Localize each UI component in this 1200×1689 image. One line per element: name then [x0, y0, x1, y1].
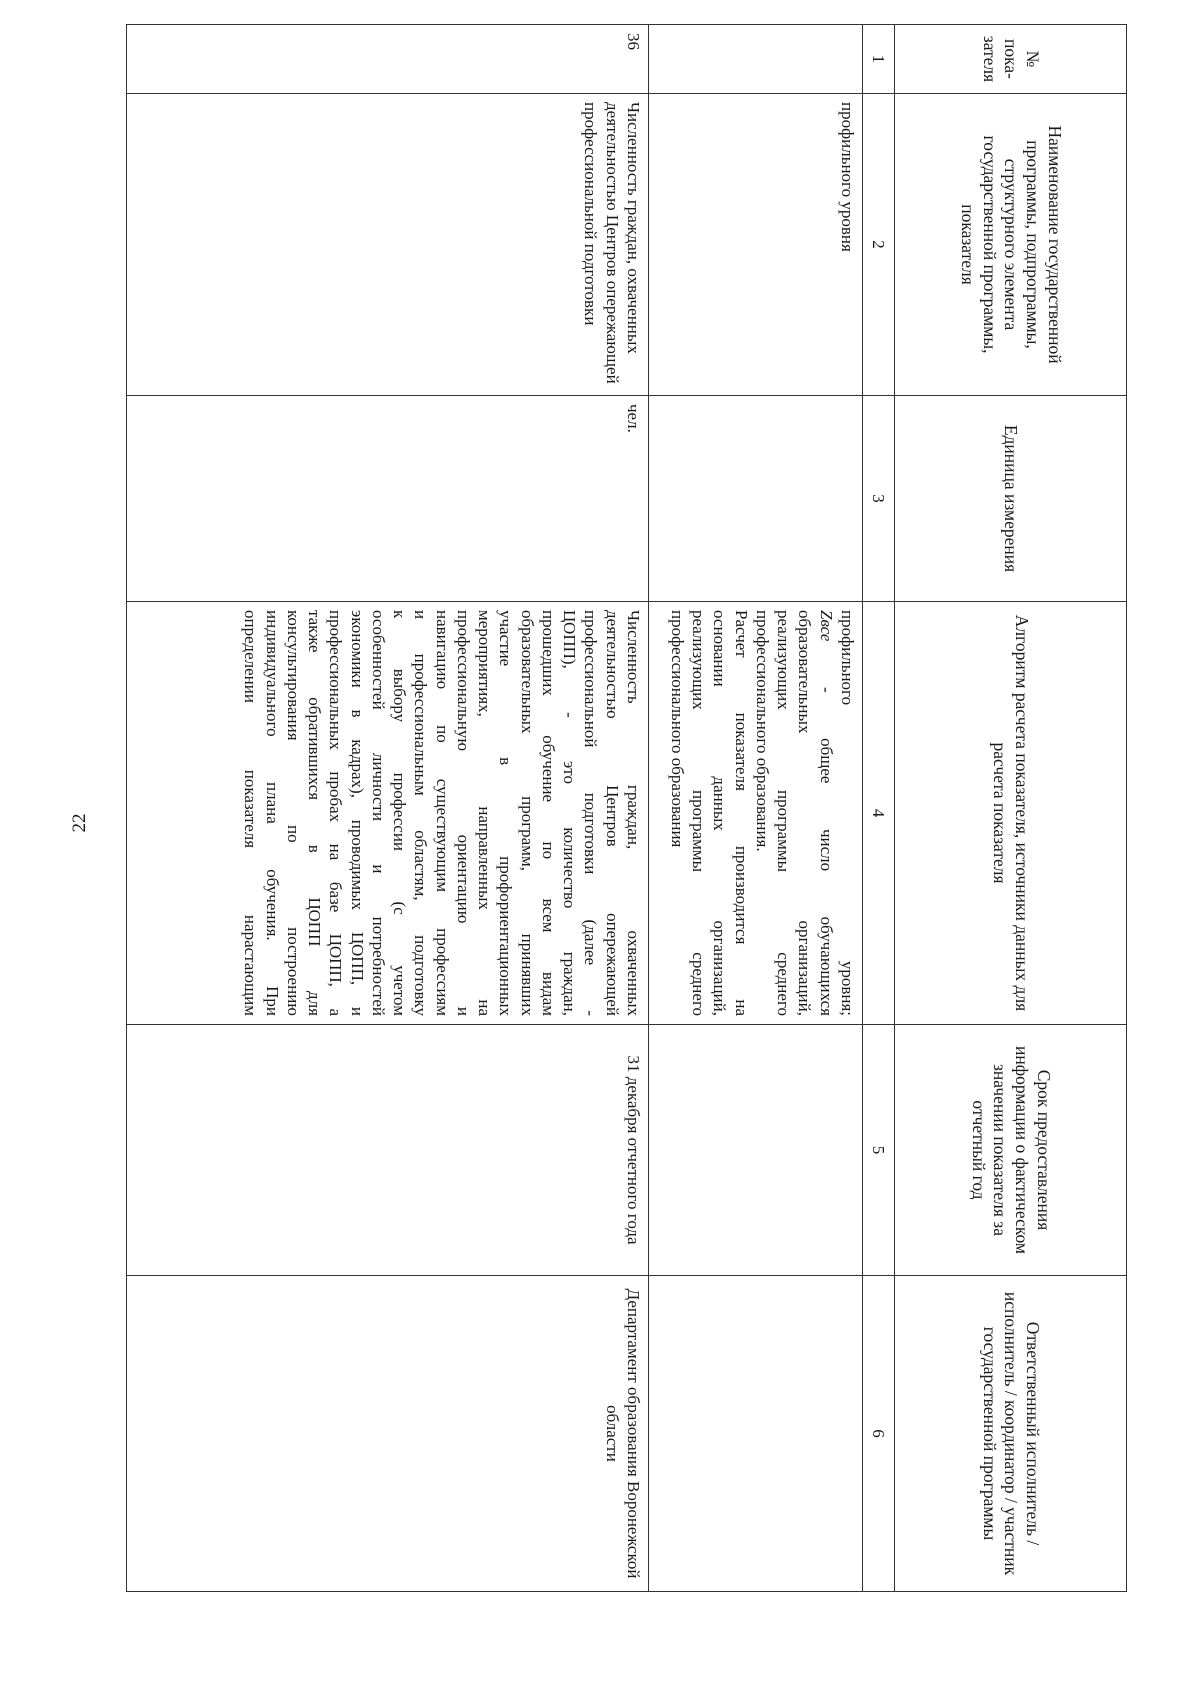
algorithm-line: экономики в кадрах), проводимых ЦОПП, и	[347, 610, 367, 1016]
algorithm-line: особенностей личности и потребностей	[369, 610, 388, 1016]
algorithm-line: и профессиональным областям, подготовку	[411, 610, 431, 1016]
algorithm-line: индивидуального плана обучения. При	[262, 610, 282, 1016]
algorithm-line: профильного уровня;	[838, 610, 857, 1016]
algorithm-line: Расчет показателя производится на	[731, 610, 751, 1016]
algorithm-line: Численность граждан, охваченных	[624, 610, 643, 1016]
algorithm-line: профессионального образования.	[753, 610, 772, 852]
header-responsible: Ответственный исполнитель / исполнитель / координатор / участник государственной программы	[895, 1276, 1127, 1592]
column-numbers-row	[863, 25, 895, 1592]
row-responsible	[649, 1276, 863, 1592]
algorithm-line: консультирования по построению	[284, 610, 303, 1016]
column-number: 1	[863, 25, 895, 94]
page-number: 22	[69, 813, 90, 833]
header-algorithm: Алгоритм расчета показателя, источники данных для расчета показателя	[895, 602, 1127, 1025]
header-deadline: Срок предоставления информации о фактическом значении показателя за отчетный год	[895, 1025, 1127, 1276]
row-number: 36	[127, 25, 649, 94]
row-algorithm	[649, 602, 863, 1025]
algorithm-line: образовательных программ, принявших	[517, 610, 537, 1016]
row-indicator-name: Численность граждан, охваченных деятельностью Центров опережающей профессиональной подготовки	[127, 94, 649, 396]
row-algorithm	[127, 602, 649, 1025]
header-unit: Единица измерения	[895, 396, 1127, 602]
algorithm-line: реализующих программы среднего	[689, 610, 709, 1016]
algorithm-line: образовательных организаций,	[795, 610, 815, 1016]
row-deadline: 31 декабря отчетного года	[127, 1025, 649, 1276]
indicators-table	[126, 24, 1127, 1592]
algorithm-line: Zвсе - общее число обучающихся	[816, 610, 836, 1016]
row-unit	[649, 396, 863, 602]
algorithm-line: профессионального образования	[668, 610, 687, 848]
column-number: 3	[863, 396, 895, 602]
variable-name: Zвсе	[816, 610, 836, 642]
row-deadline	[649, 1025, 863, 1276]
row-unit: чел.	[127, 396, 649, 602]
algorithm-line: определении показателя нарастающим	[241, 610, 261, 1016]
algorithm-line: прошедших обучение по всем видам	[539, 610, 558, 1016]
header-indicator-number: № пока-зателя	[895, 25, 1127, 94]
algorithm-line: реализующих программы среднего	[774, 610, 794, 1016]
column-number: 4	[863, 602, 895, 1025]
algorithm-line: навигацию по существующим профессиям	[432, 610, 452, 1016]
column-number: 2	[863, 94, 895, 396]
column-number: 6	[863, 1276, 895, 1592]
algorithm-line: профессиональную ориентацию и	[454, 610, 473, 1016]
algorithm-line: мероприятиях, направленных на	[475, 610, 495, 1016]
row-responsible: Департамент образования Воронежской области	[127, 1276, 649, 1592]
algorithm-line: основании данных организаций,	[710, 610, 730, 1016]
algorithm-line: ЦОПП), - это количество граждан,	[560, 610, 580, 1016]
algorithm-line: участие в профориентационных	[496, 610, 516, 1016]
table-row	[127, 25, 649, 1592]
algorithm-line: деятельностью Центров опережающей	[602, 610, 622, 1016]
algorithm-line: также обратившихся в ЦОПП для	[305, 610, 325, 1016]
algorithm-line: профессиональных пробах на базе ЦОПП, а	[326, 610, 346, 1016]
header-row	[895, 25, 1127, 1592]
row-number	[649, 25, 863, 94]
algorithm-line: к выбору профессии (с учетом	[390, 610, 410, 1016]
algorithm-line: профессиональной подготовки (далее -	[581, 610, 601, 1016]
table-row	[649, 25, 863, 1592]
header-program-name: Наименование государственной программы, подпрограммы, структурного элемента государственной программы, показателя	[895, 94, 1127, 396]
row-indicator-name: профильного уровня	[649, 94, 863, 396]
column-number: 5	[863, 1025, 895, 1276]
rotated-table-wrapper	[126, 24, 1127, 1591]
